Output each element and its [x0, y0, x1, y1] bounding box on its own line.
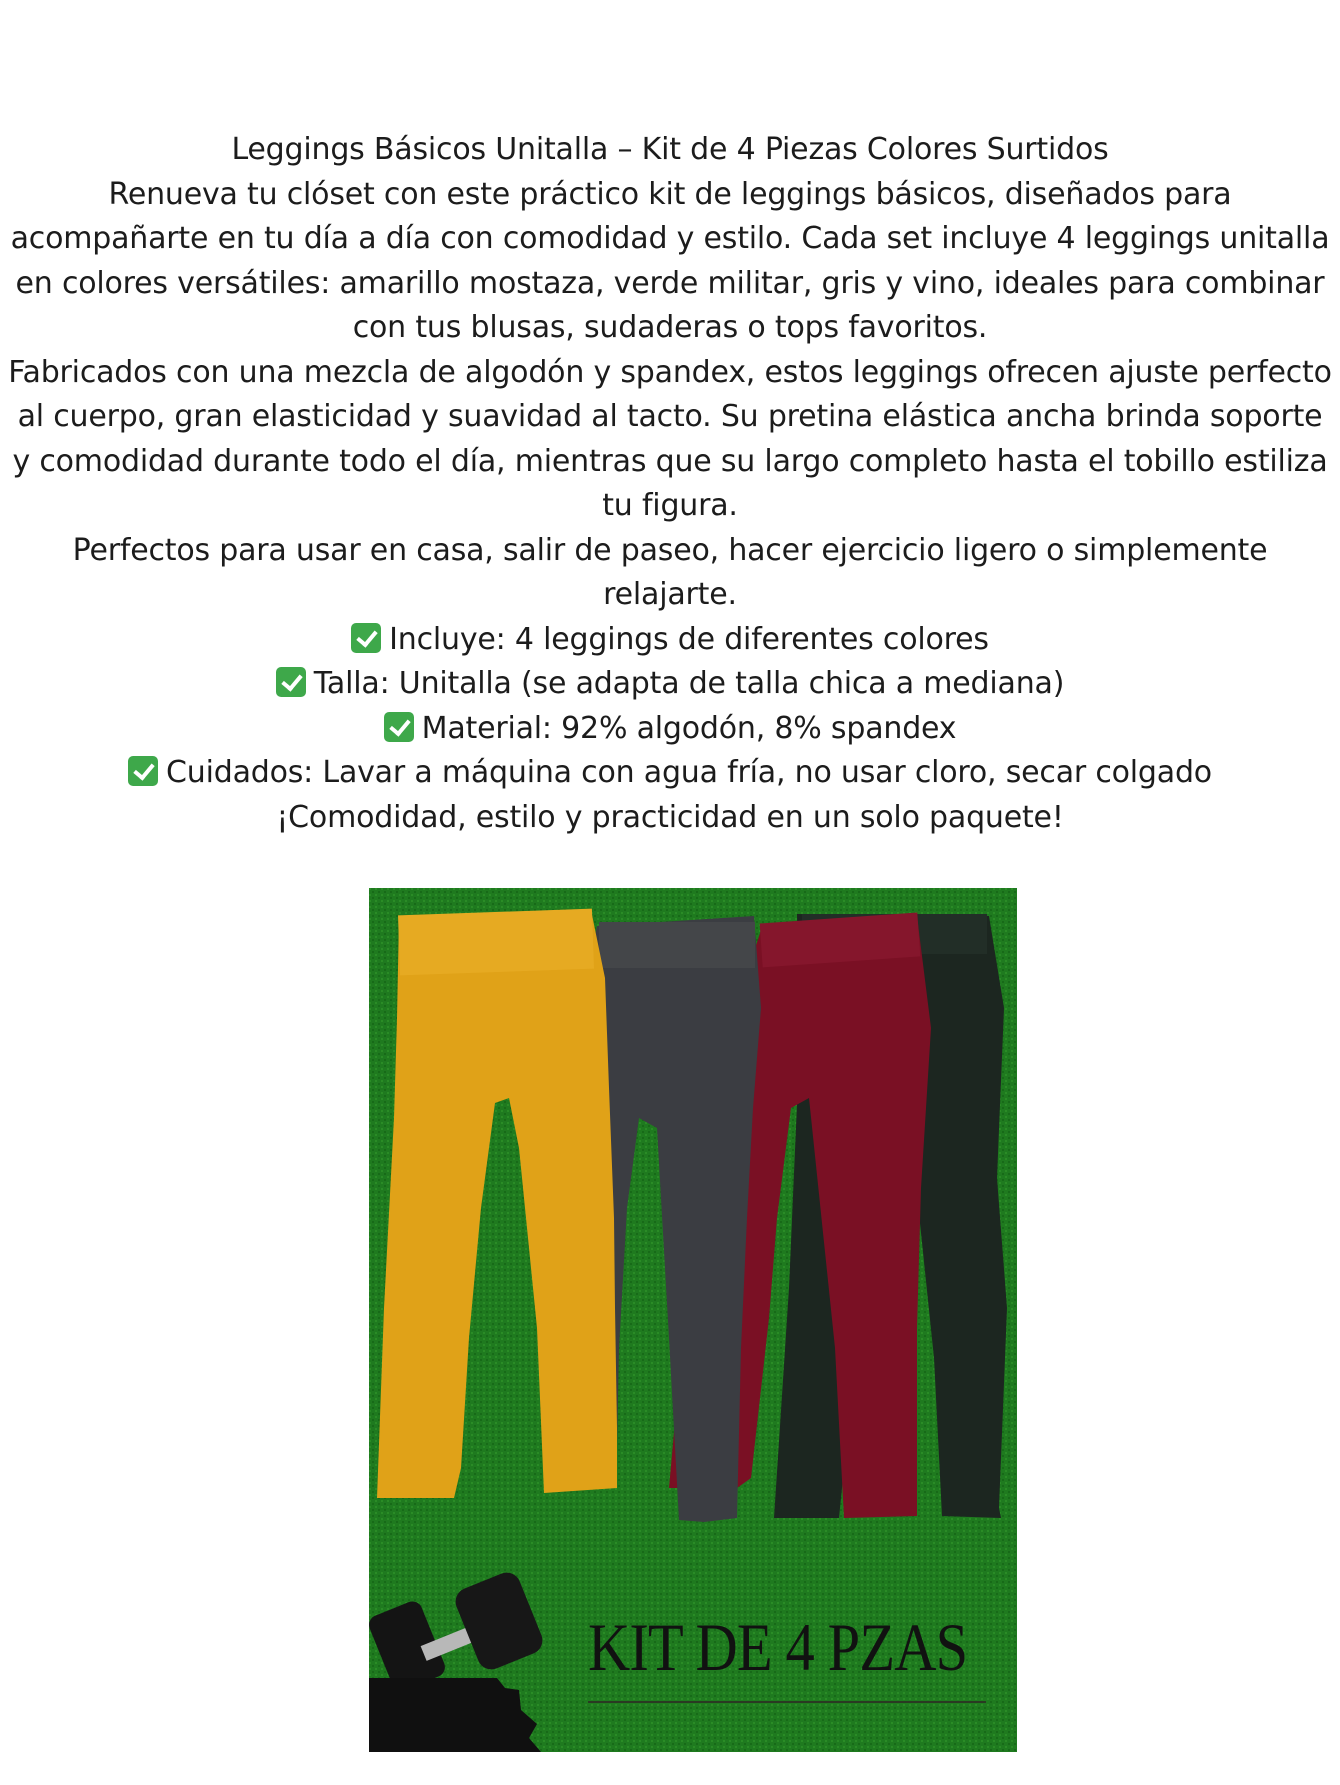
kit-caption: KIT DE 4 PZAS	[588, 1609, 968, 1685]
fabric-paragraph: Fabricados con una mezcla de algodón y spandex, estos leggings ofrecen ajuste perfecto al cuerpo, gran elasticidad y suavidad al tacto. Su pretina elástica ancha brinda soporte y comodidad durante todo el día, mientras que su largo completo hasta el tobillo estiliza tu figura.	[8, 354, 1332, 523]
feature-text: Material: 92% algodón, 8% spandex	[421, 710, 957, 746]
product-description	[0, 128, 1340, 840]
closing-line: ¡Comodidad, estilo y practicidad en un solo paquete!	[276, 799, 1064, 835]
feature-text: Talla: Unitalla (se adapta de talla chica a mediana)	[313, 666, 1065, 701]
mustard-waistband	[398, 909, 594, 976]
feature-item	[0, 618, 1340, 663]
check-mark-icon	[384, 712, 414, 742]
usage-paragraph: Perfectos para usar en casa, salir de paseo, hacer ejercicio ligero o simplemente relajarte.	[72, 532, 1268, 612]
intro-paragraph: Renueva tu clóset con este práctico kit de leggings básicos, diseñados para acompañarte en tu día a día con comodidad y estilo. Cada set incluye 4 leggings unitalla en colores versátiles: amarillo mostaza, verde militar, gris y vino, ideales para combinar con tus blusas, sudaderas o tops favoritos.	[10, 176, 1330, 345]
feature-item	[0, 707, 1340, 752]
check-mark-icon	[128, 756, 158, 786]
product-photo	[369, 888, 1017, 1752]
feature-item	[0, 751, 1340, 796]
gray-waistband	[599, 922, 755, 968]
product-title: Leggings Básicos Unitalla – Kit de 4 Piezas Colores Surtidos	[231, 132, 1109, 167]
feature-item	[0, 662, 1340, 707]
caption-underline	[588, 1701, 986, 1703]
feature-text: Incluye: 4 leggings de diferentes colores	[389, 621, 989, 657]
check-mark-icon	[351, 623, 381, 653]
feature-text: Cuidados: Lavar a máquina con agua fría, no usar cloro, secar colgado	[166, 755, 1212, 790]
check-mark-icon	[276, 667, 306, 697]
